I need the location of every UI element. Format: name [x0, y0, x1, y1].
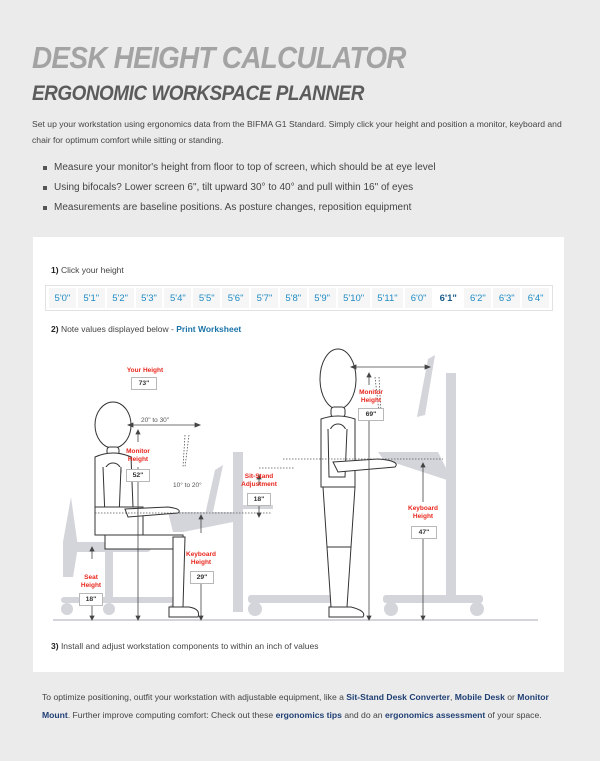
height-option[interactable]: 5'4" [164, 288, 191, 308]
bullet-icon [43, 186, 47, 190]
height-selector [45, 285, 553, 311]
height-option[interactable]: 5'7" [251, 288, 278, 308]
tips-list [40, 158, 436, 218]
standing-monitor-height-label: Monitor Height [359, 389, 383, 404]
height-option[interactable]: 5'8" [280, 288, 307, 308]
diagram-illustration [33, 337, 564, 637]
your-height-label: Your Height [126, 367, 164, 374]
your-height-value: 73" [131, 377, 157, 390]
footer-text: To optimize positioning, outfit your workstation with adjustable equipment, like a Sit-Stand Desk Converter, Mobile Desk or Monitor Mount. Further improve computing comfort: Check out these ergonomics tips and do an ergonomics assessment of your space. [42, 692, 549, 720]
bullet-icon [43, 166, 47, 170]
bullet-icon [43, 206, 47, 210]
height-option[interactable]: 5'9" [309, 288, 336, 308]
height-option[interactable]: 5'5" [193, 288, 220, 308]
sitting-keyboard-height-label: Keyboard Height [186, 551, 216, 566]
viewing-distance-label: 20" to 30" [141, 417, 170, 424]
sitting-keyboard-height-value: 29" [190, 571, 214, 584]
seat-height-label: Seat Height [80, 574, 102, 589]
height-option[interactable]: 5'0" [49, 288, 76, 308]
height-option[interactable]: 6'4" [522, 288, 549, 308]
height-option[interactable]: 5'11" [372, 288, 403, 308]
height-option[interactable]: 5'3" [136, 288, 163, 308]
height-option[interactable]: 6'3" [493, 288, 520, 308]
sit-stand-adjustment-value: 18" [247, 493, 271, 506]
height-option[interactable]: 6'2" [464, 288, 491, 308]
page-subtitle: ERGONOMIC WORKSPACE PLANNER [32, 82, 364, 105]
sitting-monitor-height-label: Monitor Height [126, 448, 150, 463]
ergonomics-assessment-link[interactable]: ergonomics assessment [384, 709, 486, 720]
page-title: DESK HEIGHT CALCULATOR [32, 40, 406, 75]
height-option[interactable]: 5'2" [107, 288, 134, 308]
height-option[interactable]: 6'0" [405, 288, 432, 308]
tilt-angle-label: 10° to 20° [173, 482, 202, 489]
standing-desk-shape [378, 355, 484, 616]
intro-text: Set up your workstation using ergonomics data from the BIFMA G1 Standard. Simply click your height and position a monitor, keyboard and chair for optimum comfort while sitting or standing. [32, 119, 562, 145]
print-worksheet-link[interactable]: Print Worksheet [176, 324, 242, 334]
ergonomics-diagram [33, 337, 564, 637]
height-option[interactable]: 6'1" [434, 288, 462, 308]
sit-stand-adjustment-label: Sit-Stand Adjustment [241, 473, 277, 488]
tip-item: Measure your monitor's height from floor to top of screen, which should be at eye level [40, 158, 436, 178]
tip-item: Using bifocals? Lower screen 6", tilt upward 30° to 40° and pull within 16" of eyes [40, 178, 436, 198]
sitting-monitor-height-value: 52" [126, 469, 150, 482]
calculator-card [33, 237, 564, 672]
step-3: 3) Install and adjust workstation components to within an inch of values [51, 641, 319, 651]
step-2: 2) Note values displayed below - Print Worksheet [51, 324, 242, 334]
seat-height-value: 18" [79, 593, 103, 606]
ergonomics-tips-link[interactable]: ergonomics tips [275, 709, 342, 720]
standing-keyboard-height-value: 47" [411, 526, 437, 539]
standing-monitor-height-value: 69" [358, 408, 384, 421]
tip-item: Measurements are baseline positions. As posture changes, reposition equipment [40, 198, 436, 218]
height-option[interactable]: 5'6" [222, 288, 249, 308]
mobile-desk-link[interactable]: Mobile Desk [454, 692, 505, 702]
step-1: 1) Click your height [51, 265, 124, 275]
sit-stand-converter-link[interactable]: Sit-Stand Desk Converter [346, 692, 450, 702]
monitor-mount-link[interactable]: Monitor Mount [42, 692, 549, 720]
height-option[interactable]: 5'1" [78, 288, 105, 308]
standing-keyboard-height-label: Keyboard Height [408, 505, 438, 520]
height-option[interactable]: 5'10" [338, 288, 370, 308]
